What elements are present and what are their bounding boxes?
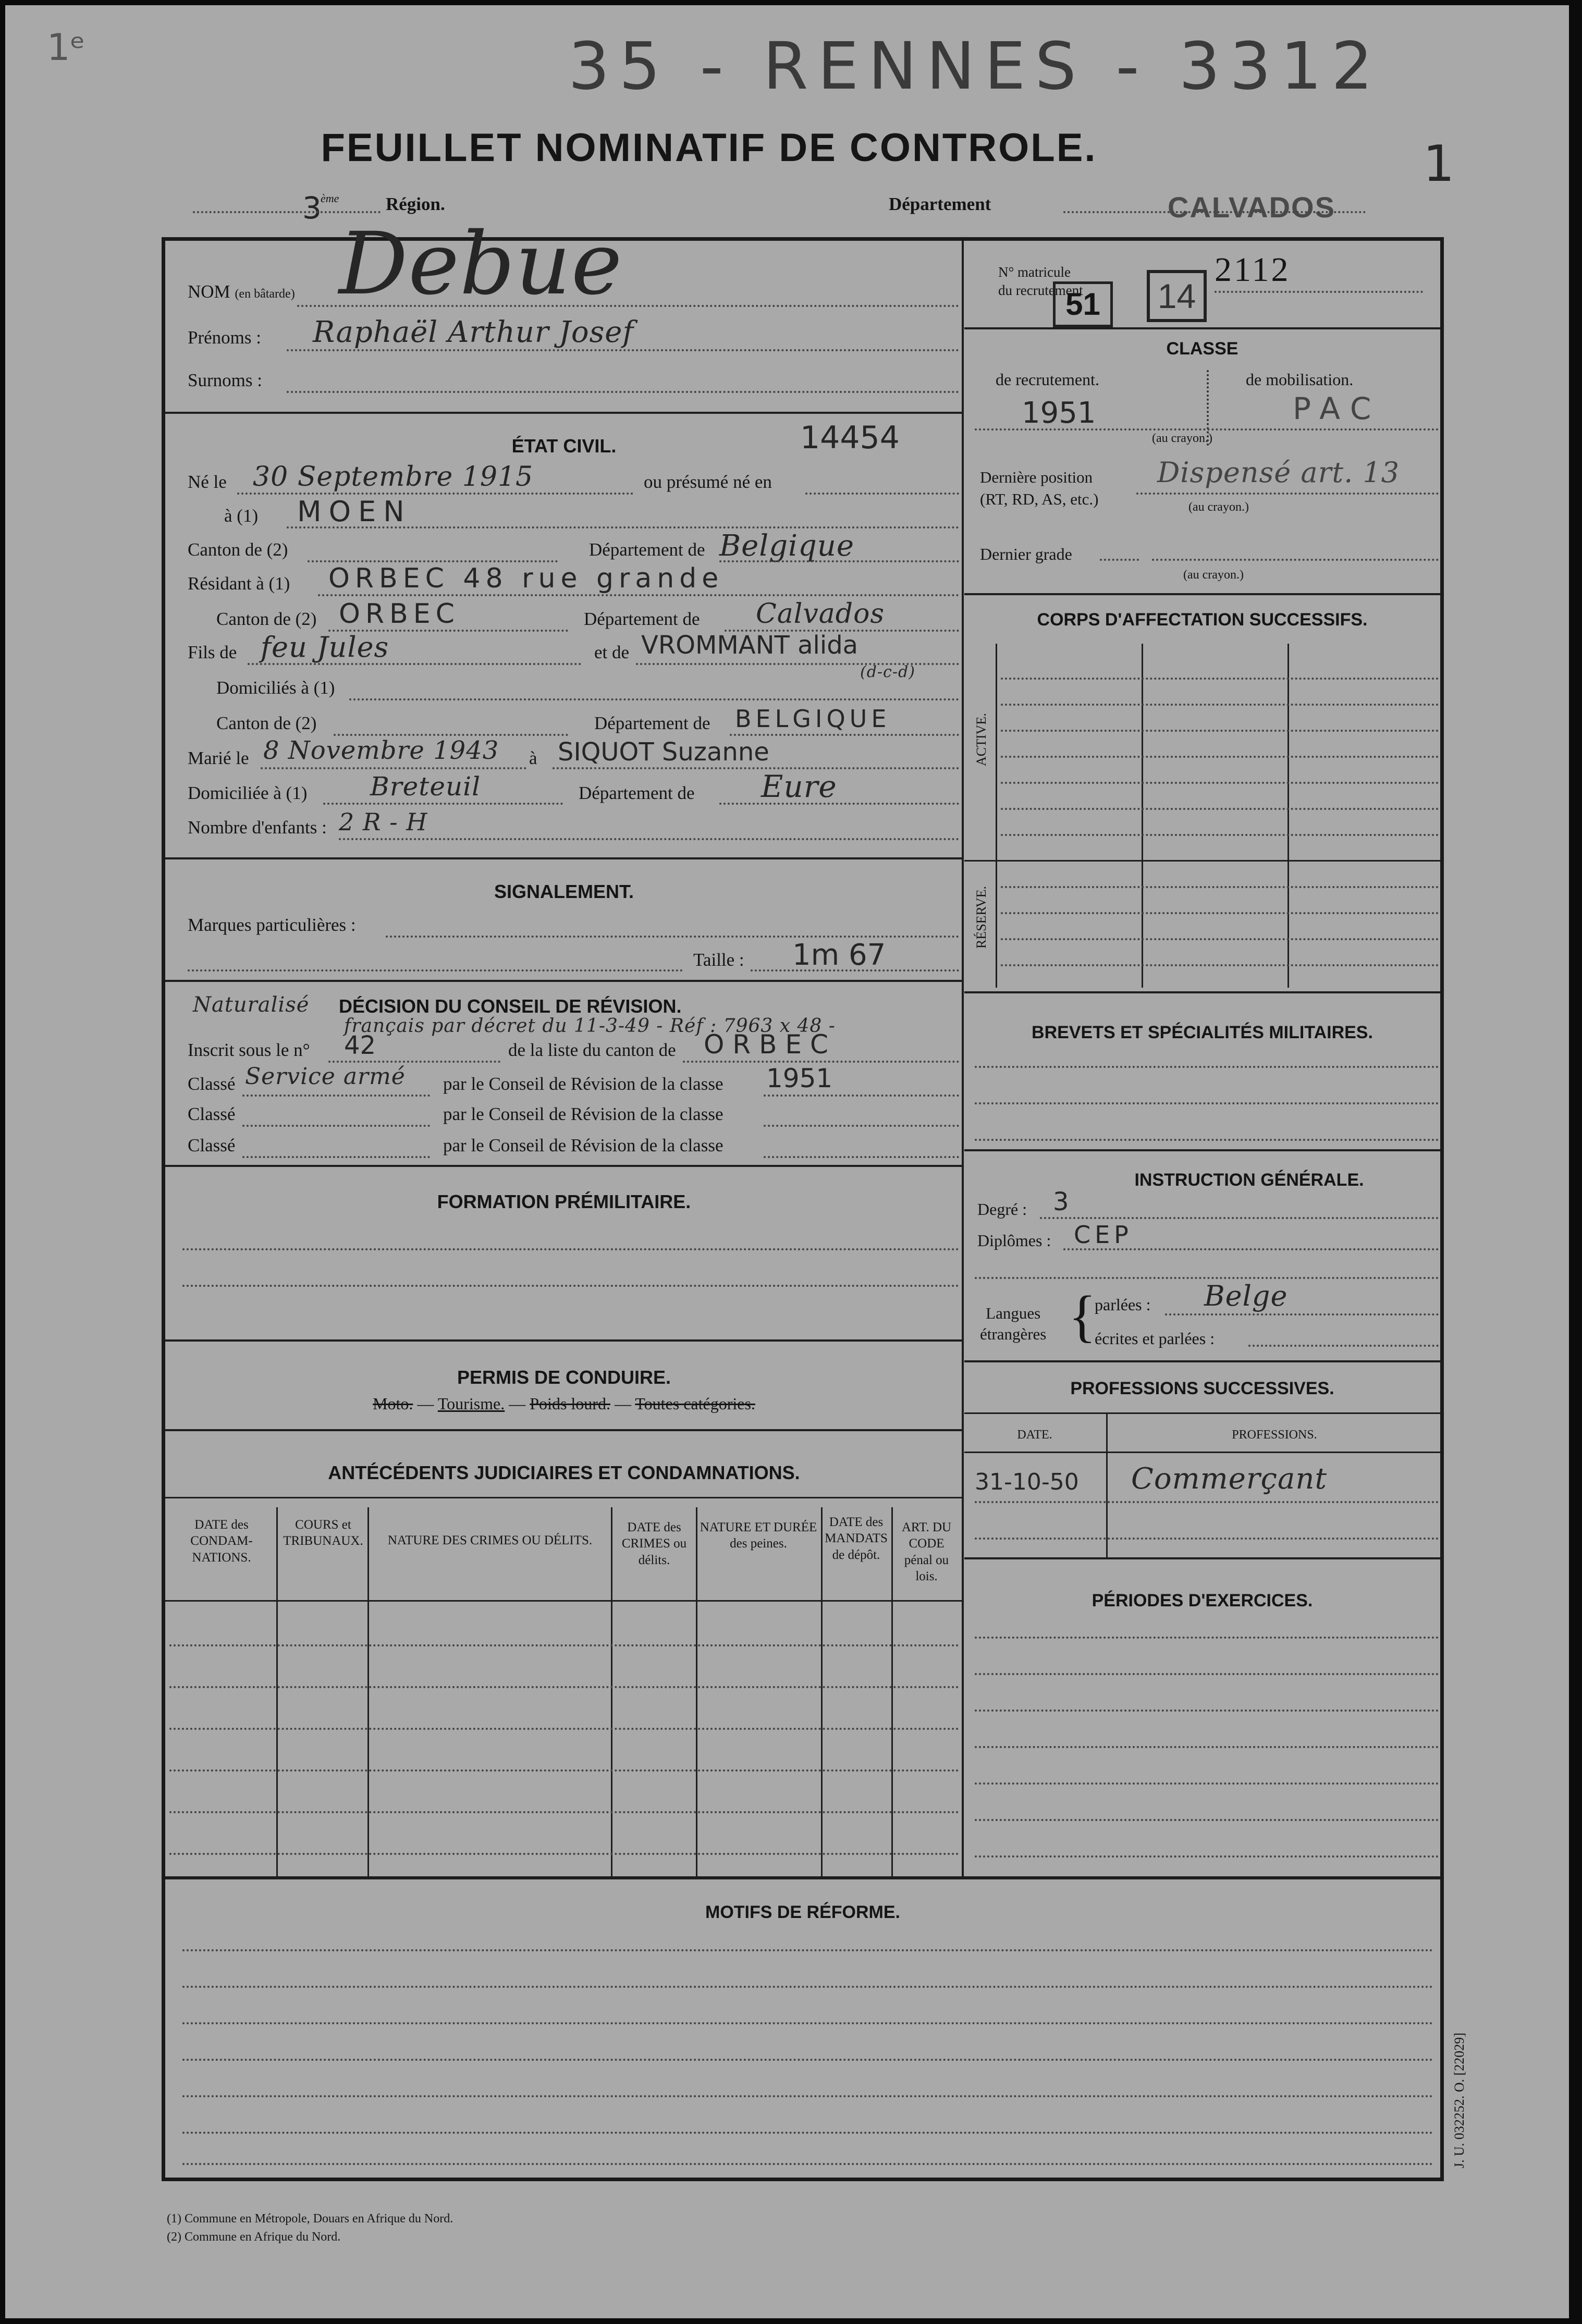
- liste-value: ORBEC: [704, 1029, 837, 1060]
- dotted-line: [1165, 1313, 1439, 1315]
- document-title: FEUILLET NOMINATIF DE CONTROLE.: [321, 126, 1097, 170]
- degre-label: Degré :: [977, 1200, 1027, 1219]
- dotted-line: [188, 969, 683, 972]
- dotted-line: [1001, 730, 1439, 732]
- divider: [964, 1412, 1440, 1414]
- canton-label: Canton de (2): [188, 539, 288, 560]
- domiciliee-value: Breteuil: [370, 771, 481, 802]
- a-label: à (1): [224, 506, 259, 526]
- dotted-line: [1001, 756, 1439, 758]
- dotted-line: [242, 1156, 430, 1158]
- ne-le-label: Né le: [188, 472, 227, 492]
- marques-label: Marques particulières :: [188, 915, 356, 935]
- divider: [964, 1149, 1440, 1151]
- dotted-line: [1063, 211, 1366, 213]
- permis-categories: [165, 1394, 963, 1413]
- dotted-line: [182, 1285, 959, 1287]
- dotted-line: [182, 2132, 1433, 2134]
- diplomes-label: Diplômes :: [977, 1231, 1051, 1250]
- recrutement-value: 1951: [1022, 396, 1096, 430]
- marie-value: 8 Novembre 1943: [263, 736, 499, 765]
- signalement-head: SIGNALEMENT.: [494, 881, 634, 902]
- brace: {: [1069, 1284, 1096, 1348]
- prof-name-0: Commerçant: [1131, 1462, 1327, 1496]
- classe-label-1: Classé: [188, 1074, 236, 1094]
- dotted-line: [182, 1949, 1433, 1951]
- divider: [964, 327, 1440, 329]
- dotted-line: [237, 493, 633, 495]
- dotted-line: [169, 1811, 959, 1813]
- dotted-line: [764, 1125, 959, 1127]
- crayon-note-2: (au crayon.): [1188, 500, 1249, 514]
- matricule-stamp-1: 51: [1053, 281, 1113, 327]
- liste-label: de la liste du canton de: [508, 1040, 676, 1060]
- dotted-line: [248, 663, 581, 665]
- dotted-line: [975, 1710, 1439, 1712]
- professions-head: PROFESSIONS SUCCESSIVES.: [1070, 1379, 1334, 1398]
- dotted-line: [169, 1644, 959, 1646]
- langues-label-line: Langues: [986, 1304, 1041, 1322]
- dotted-line: [182, 1986, 1433, 1988]
- dep-value: Belgique: [719, 529, 855, 563]
- dotted-line: [339, 838, 959, 840]
- dotted-line: [975, 1855, 1439, 1858]
- dep3-value: BELGIQUE: [735, 705, 891, 733]
- dotted-line: [1063, 1248, 1439, 1250]
- dotted-line: [764, 1095, 959, 1097]
- col-date-crimes: DATE des CRIMES ou délits.: [621, 1520, 687, 1567]
- naturalise-decree: français par décret du 11-3-49 - Réf : 7963 x 48 -: [344, 1015, 836, 1037]
- dep-label: Département de: [589, 539, 705, 560]
- dotted-line: [975, 1673, 1439, 1675]
- dotted-line: [975, 1102, 1439, 1104]
- dotted-line: [751, 969, 959, 972]
- dep2-label: Département de: [584, 609, 700, 629]
- document-sheet: [5, 5, 1569, 2318]
- dep4-label: Département de: [579, 783, 695, 803]
- dep3-label: Département de: [594, 713, 710, 733]
- region-suffix: ème: [321, 192, 339, 205]
- dotted-line: [1001, 834, 1439, 836]
- divider: [964, 593, 1440, 595]
- col-date: DATE.: [1017, 1428, 1052, 1442]
- prenoms-value: Raphaël Arthur Josef: [313, 315, 634, 349]
- table-column-line: [821, 1507, 823, 1876]
- ne-le-value: 30 Septembre 1915: [253, 461, 534, 493]
- a-value: MOEN: [297, 495, 412, 528]
- dotted-line: [242, 1095, 430, 1097]
- divider: [165, 1429, 963, 1431]
- table-column-line: [1106, 1412, 1108, 1558]
- dotted-line: [683, 1061, 959, 1063]
- dotted-line: [386, 936, 959, 938]
- reforme-head: MOTIFS DE RÉFORME.: [705, 1902, 900, 1922]
- region-label: Région.: [386, 194, 445, 214]
- recrutement-label: de recrutement.: [996, 370, 1099, 389]
- divider: [165, 1600, 963, 1602]
- dotted-line: [287, 391, 959, 393]
- col-nature-crimes: NATURE DES CRIMES OU DÉLITS.: [387, 1533, 593, 1547]
- departement-stamp: CALVADOS: [1168, 191, 1335, 224]
- classe-head: CLASSE: [1166, 339, 1238, 359]
- footnote: (2) Commune en Afrique du Nord.: [167, 2230, 341, 2244]
- resident-value: ORBEC 48 rue grande: [328, 563, 724, 594]
- par-label-1: par le Conseil de Révision de la classe: [443, 1074, 723, 1094]
- column-divider: [962, 241, 964, 1877]
- dotted-line: [1215, 291, 1423, 293]
- matricule-stamp-2: 14: [1147, 270, 1207, 322]
- dotted-line: [1001, 782, 1439, 784]
- presume-label: ou présumé né en: [644, 472, 772, 492]
- marie-label: Marié le: [188, 748, 249, 768]
- permis-head: PERMIS DE CONDUIRE.: [457, 1367, 671, 1388]
- table-column-line: [1287, 644, 1289, 988]
- et-de-label: et de: [594, 642, 630, 662]
- taille-label: Taille :: [693, 950, 744, 970]
- enfants-value: 2 R - H: [339, 808, 428, 836]
- diplomes-value: CEP: [1074, 1221, 1133, 1249]
- canton3-label: Canton de (2): [216, 713, 317, 733]
- nom-label: NOM (en bâtarde): [188, 281, 295, 302]
- mobilisation-label: de mobilisation.: [1246, 370, 1354, 389]
- derniere-position-label: [980, 466, 1098, 510]
- dotted-line: [805, 493, 959, 495]
- page-number: 1: [1423, 136, 1455, 193]
- dotted-line: [182, 2163, 1433, 2165]
- dotted-line: [287, 349, 959, 351]
- col-date-condamnation: DATE des CONDAM-NATIONS.: [190, 1518, 253, 1565]
- dotted-line: [182, 1248, 959, 1250]
- dotted-line: [193, 211, 381, 213]
- table-column-line: [1142, 644, 1143, 988]
- dotted-line: [169, 1853, 959, 1855]
- dotted-line: [975, 1637, 1439, 1639]
- etat-civil-number: 14454: [800, 420, 900, 456]
- dotted-line: [975, 1139, 1439, 1141]
- a2-label: à: [529, 748, 537, 768]
- divider: [165, 857, 963, 859]
- table-column-line: [367, 1507, 369, 1876]
- printer-code: J. U. 032252. O. [22029]: [1452, 2033, 1467, 2168]
- dotted-line: [1001, 704, 1439, 706]
- surnoms-label: Surnoms :: [188, 370, 262, 390]
- instruction-head: INSTRUCTION GÉNÉRALE.: [1134, 1170, 1364, 1190]
- divider: [165, 1165, 963, 1167]
- dotted-line: [169, 1769, 959, 1772]
- derniere-position-label-line: (RT, RD, AS, etc.): [980, 489, 1099, 508]
- dotted-line: [1040, 1217, 1439, 1219]
- ecrites-label: écrites et parlées :: [1095, 1329, 1215, 1348]
- divider: [964, 1360, 1440, 1362]
- mobilisation-value: PAC: [1293, 391, 1382, 426]
- inscrit-label: Inscrit sous le n°: [188, 1040, 310, 1060]
- dotted-line: [287, 526, 959, 528]
- nom-value: Debue: [339, 214, 623, 314]
- taille-value: 1m 67: [792, 938, 886, 972]
- dotted-line: [1100, 559, 1139, 561]
- dotted-line: [1001, 912, 1439, 914]
- col-date-mandats: DATE des MANDATS de dépôt.: [825, 1515, 888, 1562]
- dotted-line: [349, 698, 959, 700]
- enfants-label: Nombre d'enfants :: [188, 817, 327, 838]
- dotted-line: [328, 1061, 500, 1063]
- dotted-line: [169, 1686, 959, 1688]
- separator: —: [614, 1394, 631, 1413]
- domicilies-label: Domiciliés à (1): [216, 678, 335, 698]
- matricule-label-line: N° matricule: [998, 264, 1071, 280]
- dotted-line: [297, 305, 959, 307]
- dotted-line: [1152, 559, 1439, 561]
- permis-tourisme: Tourisme.: [437, 1394, 505, 1413]
- dotted-line: [975, 1538, 1439, 1540]
- dotted-line: [1136, 493, 1439, 495]
- corps-head: CORPS D'AFFECTATION SUCCESSIFS.: [1037, 610, 1368, 630]
- col-art-code: ART. DU CODE pénal ou lois.: [901, 1520, 952, 1583]
- divider: [165, 1339, 963, 1342]
- langues-label-line: étrangères: [980, 1325, 1047, 1344]
- dotted-line: [169, 1728, 959, 1730]
- fils-value: feu Jules: [261, 631, 389, 663]
- archive-reference: 35 - RENNES - 3312: [568, 29, 1382, 104]
- dotted-line: [242, 1125, 430, 1127]
- mere-note: (d-c-d): [860, 663, 915, 681]
- table-column-line: [696, 1507, 697, 1876]
- revision-head: DÉCISION DU CONSEIL DE RÉVISION.: [339, 995, 682, 1017]
- canton2-label: Canton de (2): [216, 609, 317, 629]
- dotted-line: [553, 767, 959, 769]
- classe-label-2: Classé: [188, 1104, 236, 1124]
- resident-label: Résidant à (1): [188, 573, 290, 594]
- table-column-line: [996, 644, 997, 988]
- dotted-line: [1001, 678, 1439, 680]
- par-label-3: par le Conseil de Révision de la classe: [443, 1135, 723, 1155]
- etat-civil-head: ÉTAT CIVIL.: [511, 435, 617, 457]
- dotted-line: [975, 428, 1439, 431]
- fils-label: Fils de: [188, 642, 237, 662]
- parlees-value: Belge: [1204, 1280, 1288, 1312]
- dotted-line: [182, 2059, 1433, 2061]
- dotted-line: [318, 594, 959, 596]
- matricule-value: 2112: [1215, 251, 1291, 289]
- brevets-head: BREVETS ET SPÉCIALITÉS MILITAIRES.: [1032, 1023, 1373, 1042]
- par-label-2: par le Conseil de Révision de la classe: [443, 1104, 723, 1124]
- formation-head: FORMATION PRÉMILITAIRE.: [437, 1191, 691, 1212]
- divider: [964, 860, 1440, 862]
- crayon-note-3: (au crayon.): [1183, 568, 1244, 582]
- dotted-line: [1001, 886, 1439, 888]
- dotted-line: [182, 2095, 1433, 2097]
- canton2-value: ORBEC: [339, 598, 460, 630]
- dotted-line: [975, 1277, 1439, 1279]
- separator: —: [417, 1394, 434, 1413]
- degre-value: 3: [1053, 1187, 1069, 1216]
- divider: [964, 1557, 1440, 1559]
- dotted-line: [1001, 938, 1439, 940]
- corner-mark: 1ᵉ: [47, 26, 85, 69]
- separator: —: [509, 1394, 526, 1413]
- periodes-head: PÉRIODES D'EXERCICES.: [1092, 1591, 1313, 1610]
- derniere-position-label-line: Dernière position: [980, 468, 1093, 486]
- footnotes: [167, 2210, 453, 2246]
- naturalise-note: Naturalisé: [193, 993, 310, 1017]
- dotted-line: [323, 803, 563, 805]
- classe1-year: 1951: [766, 1063, 833, 1093]
- active-label: ACTIVE.: [974, 713, 989, 766]
- classe1-value: Service armé: [245, 1063, 406, 1090]
- epouse-value: SIQUOT Suzanne: [558, 737, 769, 767]
- prenoms-label: Prénoms :: [188, 327, 261, 348]
- crayon-note-1: (au crayon.): [1152, 432, 1212, 445]
- dernier-grade-label: Dernier grade: [980, 545, 1072, 563]
- dotted-line: [1001, 808, 1439, 810]
- footnote: (1) Commune en Métropole, Douars en Afrique du Nord.: [167, 2212, 453, 2225]
- table-column-line: [891, 1507, 893, 1876]
- reserve-label: RÉSERVE.: [974, 886, 989, 949]
- mere-value: VROMMANT alida: [641, 631, 859, 660]
- dotted-line: [1001, 964, 1439, 966]
- domiciliee-label: Domiciliée à (1): [188, 783, 308, 803]
- permis-moto: Moto.: [373, 1394, 413, 1413]
- permis-poids: Poids lourd.: [530, 1394, 610, 1413]
- dotted-line: [719, 560, 959, 562]
- antecedents-head: ANTÉCÉDENTS JUDICIAIRES ET CONDAMNATIONS.: [328, 1462, 800, 1483]
- dotted-line: [730, 734, 959, 736]
- divider: [964, 1452, 1440, 1453]
- langues-label: [980, 1303, 1046, 1345]
- dotted-line: [308, 560, 558, 562]
- departement-label: Département: [889, 194, 991, 214]
- dotted-line: [975, 1782, 1439, 1785]
- dep2-value: Calvados: [756, 598, 885, 630]
- parlees-label: parlées :: [1095, 1295, 1151, 1314]
- table-column-line: [611, 1507, 612, 1876]
- table-column-line: [276, 1507, 278, 1876]
- inscrit-value: 42: [344, 1031, 376, 1060]
- matricule-label-line: du recrutement: [998, 282, 1083, 299]
- prof-date-0: 31-10-50: [975, 1469, 1079, 1495]
- divider: [165, 412, 963, 414]
- permis-toutes: Toutes catégories.: [635, 1394, 755, 1413]
- col-nature-peines: NATURE ET DURÉE des peines.: [700, 1520, 817, 1551]
- dotted-line: [182, 2022, 1433, 2024]
- dotted-line: [261, 767, 526, 769]
- classe-label-3: Classé: [188, 1135, 236, 1155]
- dotted-line: [975, 1746, 1439, 1748]
- dotted-line: [975, 1819, 1439, 1821]
- dotted-line: [1248, 1345, 1439, 1347]
- dotted-line: [719, 803, 959, 805]
- dep4-value: Eure: [761, 769, 837, 804]
- divider: [165, 1876, 1440, 1879]
- region-value: 3: [302, 190, 322, 226]
- divider: [165, 1497, 963, 1498]
- divider: [165, 980, 963, 982]
- divider: [964, 991, 1440, 993]
- dotted-line: [975, 1501, 1439, 1503]
- dotted-line: [764, 1156, 959, 1158]
- dotted-line: [975, 1066, 1439, 1068]
- col-cours: COURS et TRIBUNAUX.: [283, 1518, 363, 1548]
- derniere-position-value: Dispensé art. 13: [1157, 456, 1400, 489]
- col-professions: PROFESSIONS.: [1232, 1428, 1317, 1442]
